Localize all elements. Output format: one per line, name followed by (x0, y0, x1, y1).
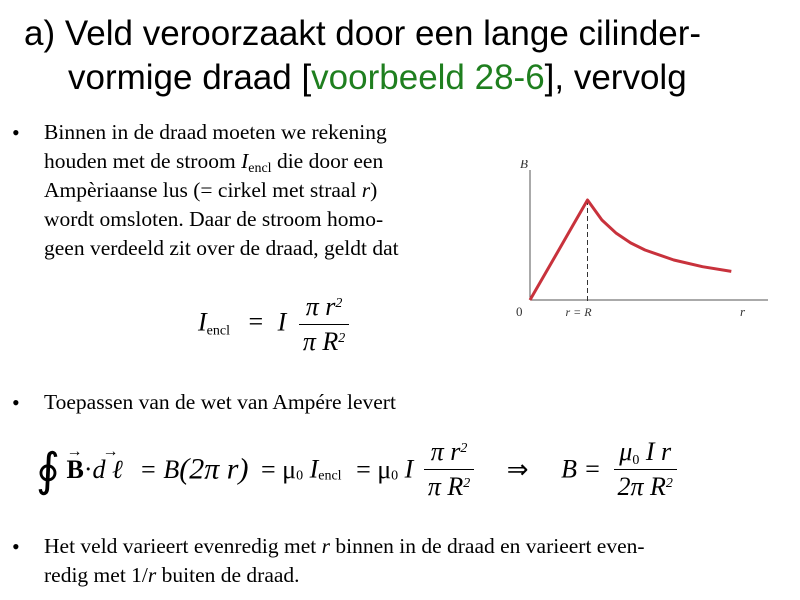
bullet-2-text: Toepassen van de wet van Ampére levert (44, 390, 396, 414)
b3-var-r-2: r (147, 563, 157, 587)
vector-B-letter: B (66, 454, 84, 484)
eq2-res-mu: μ (619, 437, 633, 466)
title-line-2-pre: vormige draad [ (68, 58, 312, 97)
eq1-lhs: I (198, 307, 207, 337)
origin-label: 0 (516, 304, 523, 319)
line-2-pre: houden met de stroom (44, 149, 242, 173)
bullet-marker-2: • (12, 390, 20, 415)
bullet-marker-3: • (12, 534, 20, 559)
eq1-denominator (299, 324, 349, 357)
title-line-1: a) Veld veroorzaakt door een lange cilinder- (24, 14, 702, 53)
eq2-mu-sub-2: 0 (391, 468, 399, 484)
b3-l1-pre: Het veld varieert evenredig met (44, 534, 322, 558)
eq1-den-sup: 2 (338, 331, 346, 346)
vector-dl: → d ℓ (92, 442, 123, 484)
eq2-num-sup: 2 (460, 441, 468, 456)
b3-l2-post: buiten de draad. (156, 563, 300, 587)
closed-integral-symbol: ∮ (36, 444, 60, 496)
eq1-equals: = (248, 307, 264, 337)
eq1-numerator (299, 292, 349, 324)
bullet-3-line-2 (44, 561, 645, 590)
implies-arrow: ⇒ (506, 454, 529, 484)
var-I: I (241, 149, 249, 173)
b3-l2-pre: redig met 1/ (44, 563, 148, 587)
eq2-numerator (424, 437, 474, 469)
eq2-I-encl: I (303, 454, 319, 484)
eq2-res-mu-sub: 0 (632, 453, 640, 468)
b-field-curve (530, 200, 731, 300)
eq1-den-text: π R (302, 327, 339, 356)
equation-encl-current (198, 292, 349, 357)
b-field-chart (500, 160, 770, 330)
vector-dl-text: d ℓ (92, 454, 123, 484)
bullet-1-line-5: geen verdeeld zit over de draad, geldt dat (44, 236, 399, 260)
slide-title (0, 0, 800, 108)
eq2-result-denominator (614, 469, 677, 502)
eq2-B-equals: B = (561, 454, 601, 484)
eq2-paren: (2π r) (179, 452, 249, 486)
eq2-I: I (398, 454, 414, 484)
eq2-part-1: = B (139, 454, 180, 484)
eq1-lhs-sub: encl (206, 323, 230, 339)
bullet-1-text (44, 118, 399, 263)
eq2-part-2: = μ (260, 454, 297, 484)
eq2-encl-sub: encl (318, 468, 342, 484)
bullet-3-text (44, 532, 645, 590)
eq2-result-numerator (614, 437, 677, 469)
eq2-den-sup: 2 (463, 476, 471, 491)
line-3-post: ) (370, 178, 378, 202)
eq2-res-den-text: 2π R (617, 472, 666, 501)
eq2-res-den-sup: 2 (665, 476, 673, 491)
eq2-res-num-rest: I r (639, 437, 672, 466)
equation-ampere (36, 437, 677, 502)
bullet-1-line-3 (44, 176, 399, 205)
b3-l1-post: binnen in de draad en varieert even- (329, 534, 645, 558)
bullet-1-line-4: wordt omsloten. Daar de stroom homo- (44, 207, 384, 231)
eq2-den-text: π R (427, 472, 464, 501)
bullet-marker-1: • (12, 120, 20, 145)
x-axis-label: r (740, 304, 746, 319)
eq2-fraction (424, 437, 474, 502)
line-3-pre: Ampèriaanse lus (= cirkel met straal (44, 178, 362, 202)
bullet-1-line-2 (44, 147, 399, 176)
title-line-2 (68, 57, 687, 99)
bullet-1-line-1: Binnen in de draad moeten we rekening (44, 120, 387, 144)
dot-operator: · (83, 454, 93, 484)
eq2-result-fraction (614, 437, 677, 502)
b3-var-r: r (321, 534, 330, 558)
bullet-3-line-1 (44, 532, 645, 561)
eq1-fraction (299, 292, 349, 357)
eq2-denominator (424, 469, 474, 502)
eq1-num-sup: 2 (335, 296, 343, 311)
sub-encl: encl (248, 161, 272, 176)
eq2-mu-sub: 0 (296, 468, 304, 484)
vector-B: → B (66, 442, 84, 484)
line-2-post: die door een (271, 149, 384, 173)
eq1-factor: I (277, 307, 287, 337)
tick-label-r-equals-R: r = R (565, 305, 592, 319)
y-axis-label: B (520, 160, 528, 171)
title-line-2-post: ], vervolg (544, 58, 687, 97)
var-r: r (361, 178, 371, 202)
eq2-num-text: π r (430, 437, 461, 466)
example-reference-link[interactable]: voorbeeld 28-6 (311, 58, 545, 97)
eq2-part-3: = μ (356, 454, 392, 484)
eq1-num-text: π r (305, 292, 336, 321)
